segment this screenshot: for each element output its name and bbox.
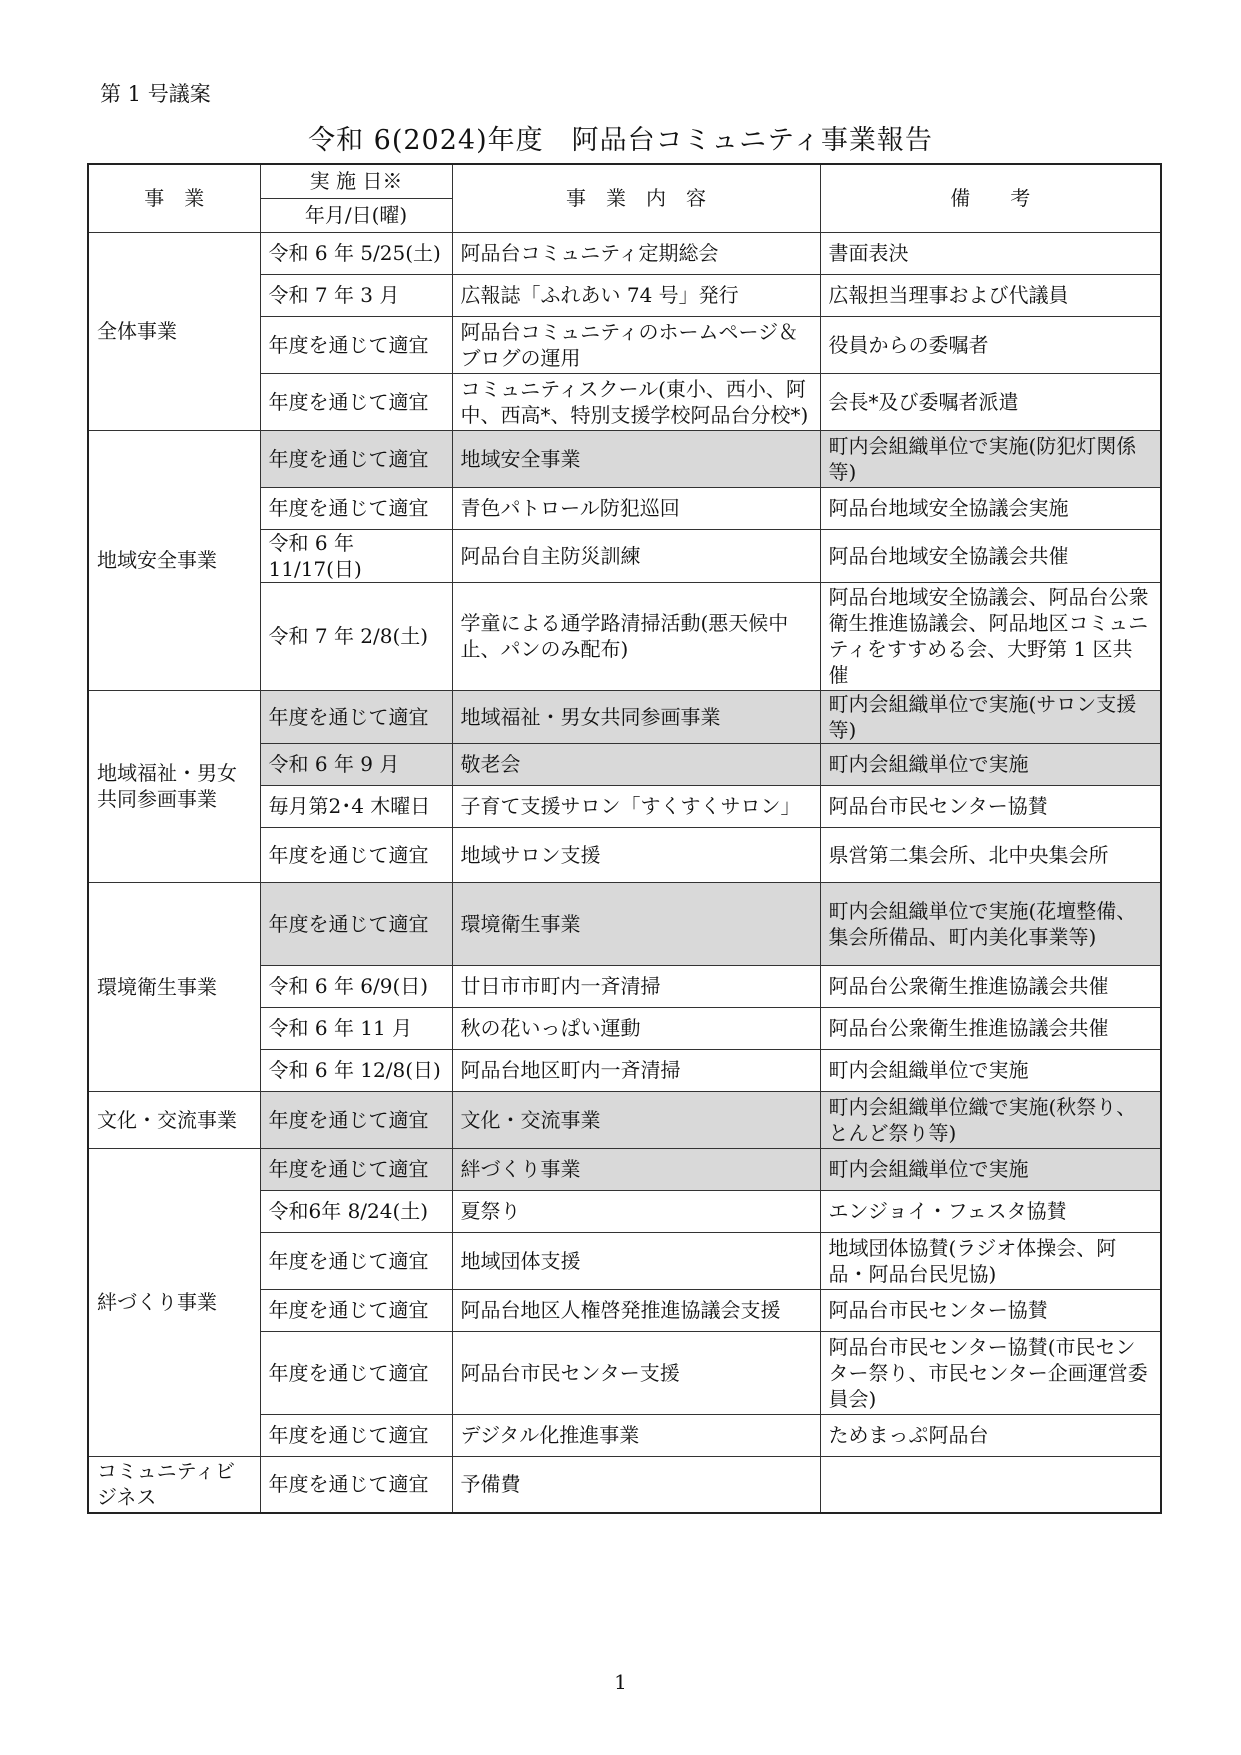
remarks-cell: 阿品台市民センター協賛 [820,1289,1161,1331]
date-cell: 年度を通じて適宜 [260,430,452,487]
remarks-cell: エンジョイ・フェスタ協賛 [820,1190,1161,1232]
date-cell: 令和 6 年 6/9(日) [260,965,452,1007]
content-cell: 地域福祉・男女共同参画事業 [452,690,820,743]
content-cell: コミュニティスクール(東小、西小、阿中、西高*、特別支援学校阿品台分校*) [452,373,820,430]
header-content: 事 業 内 容 [452,164,820,232]
content-cell: 広報誌「ふれあい 74 号」発行 [452,274,820,316]
category-cell: 全体事業 [88,232,260,430]
date-cell: 年度を通じて適宜 [260,1456,452,1513]
content-cell: 秋の花いっぱい運動 [452,1007,820,1049]
content-cell: 地域安全事業 [452,430,820,487]
content-cell: 阿品台地区町内一斉清掃 [452,1049,820,1091]
table-header [88,164,1161,232]
date-cell: 令和 6 年 12/8(日) [260,1049,452,1091]
remarks-cell: 阿品台市民センター協賛(市民センター祭り、市民センター企画運営委員会) [820,1331,1161,1414]
remarks-cell: 町内会組織単位で実施(防犯灯関係等) [820,430,1161,487]
category-cell: 地域安全事業 [88,430,260,690]
date-cell: 年度を通じて適宜 [260,1091,452,1148]
content-cell: 子育て支援サロン「すくすくサロン」 [452,785,820,827]
content-cell: 敬老会 [452,743,820,785]
content-cell: 地域サロン支援 [452,827,820,882]
category-cell: コミュニティビジネス [88,1456,260,1513]
remarks-cell: 町内会組織単位織で実施(秋祭り、とんど祭り等) [820,1091,1161,1148]
content-cell: 予備費 [452,1456,820,1513]
remarks-cell: 役員からの委嘱者 [820,316,1161,373]
content-cell: 廿日市市町内一斉清掃 [452,965,820,1007]
remarks-cell: 阿品台地域安全協議会、阿品台公衆衛生推進協議会、阿品地区コミュニティをすすめる会、大野第 1 区共催 [820,582,1161,690]
date-cell: 年度を通じて適宜 [260,1148,452,1190]
category-cell: 絆づくり事業 [88,1148,260,1456]
date-cell: 令和 6 年 11 月 [260,1007,452,1049]
date-cell: 令和 6 年 11/17(日) [260,529,452,582]
header-remarks: 備 考 [820,164,1161,232]
remarks-cell: 阿品台地域安全協議会共催 [820,529,1161,582]
remarks-cell: 町内会組織単位で実施(サロン支援等) [820,690,1161,743]
content-cell: 絆づくり事業 [452,1148,820,1190]
table-body [88,232,1161,1513]
remarks-cell: 書面表決 [820,232,1161,274]
content-cell: 阿品台コミュニティ定期総会 [452,232,820,274]
remarks-cell: ためまっぷ阿品台 [820,1414,1161,1456]
remarks-cell: 阿品台公衆衛生推進協議会共催 [820,1007,1161,1049]
remarks-cell: 阿品台市民センター協賛 [820,785,1161,827]
remarks-cell: 会長*及び委嘱者派遣 [820,373,1161,430]
date-cell: 年度を通じて適宜 [260,1289,452,1331]
content-cell: 環境衛生事業 [452,882,820,965]
date-cell: 年度を通じて適宜 [260,316,452,373]
table-row [88,690,1161,743]
date-cell: 令和 6 年 5/25(土) [260,232,452,274]
date-cell: 年度を通じて適宜 [260,827,452,882]
remarks-cell [820,1456,1161,1513]
date-cell: 令和 7 年 3 月 [260,274,452,316]
category-cell: 地域福祉・男女共同参画事業 [88,690,260,882]
table-row [88,232,1161,274]
table-row [88,882,1161,965]
remarks-cell: 阿品台地域安全協議会実施 [820,487,1161,529]
content-cell: 学童による通学路清掃活動(悪天候中止、パンのみ配布) [452,582,820,690]
date-cell: 年度を通じて適宜 [260,1232,452,1289]
content-cell: 阿品台地区人権啓発推進協議会支援 [452,1289,820,1331]
content-cell: 青色パトロール防犯巡回 [452,487,820,529]
content-cell: 地域団体支援 [452,1232,820,1289]
date-cell: 令和 6 年 9 月 [260,743,452,785]
remarks-cell: 町内会組織単位で実施 [820,743,1161,785]
table-row [88,1148,1161,1190]
page-number: 1 [614,1670,627,1694]
remarks-cell: 広報担当理事および代議員 [820,274,1161,316]
date-cell: 年度を通じて適宜 [260,373,452,430]
date-cell: 令和6年 8/24(土) [260,1190,452,1232]
content-cell: 阿品台コミュニティのホームページ＆ブログの運用 [452,316,820,373]
content-cell: 文化・交流事業 [452,1091,820,1148]
content-cell: 阿品台自主防災訓練 [452,529,820,582]
date-cell: 年度を通じて適宜 [260,882,452,965]
table-row [88,430,1161,487]
page-title: 令和 6(2024)年度 阿品台コミュニティ事業報告 [308,125,933,156]
date-cell: 年度を通じて適宜 [260,487,452,529]
header-date-top: 実 施 日※ [260,164,452,198]
agenda-number: 第 1 号議案 [100,82,211,106]
table-row [88,1091,1161,1148]
date-cell: 令和 7 年 2/8(土) [260,582,452,690]
table-row [88,1456,1161,1513]
remarks-cell: 県営第二集会所、北中央集会所 [820,827,1161,882]
category-cell: 環境衛生事業 [88,882,260,1091]
date-cell: 年度を通じて適宜 [260,1331,452,1414]
header-category: 事 業 [88,164,260,232]
content-cell: 阿品台市民センター支援 [452,1331,820,1414]
remarks-cell: 町内会組織単位で実施 [820,1148,1161,1190]
remarks-cell: 地域団体協賛(ラジオ体操会、阿品・阿品台民児協) [820,1232,1161,1289]
date-cell: 毎月第2･4 木曜日 [260,785,452,827]
remarks-cell: 阿品台公衆衛生推進協議会共催 [820,965,1161,1007]
date-cell: 年度を通じて適宜 [260,1414,452,1456]
remarks-cell: 町内会組織単位で実施(花壇整備、集会所備品、町内美化事業等) [820,882,1161,965]
content-cell: 夏祭り [452,1190,820,1232]
report-table [87,163,1162,1514]
category-cell: 文化・交流事業 [88,1091,260,1148]
date-cell: 年度を通じて適宜 [260,690,452,743]
remarks-cell: 町内会組織単位で実施 [820,1049,1161,1091]
header-date-bottom: 年月/日(曜) [260,198,452,232]
content-cell: デジタル化推進事業 [452,1414,820,1456]
